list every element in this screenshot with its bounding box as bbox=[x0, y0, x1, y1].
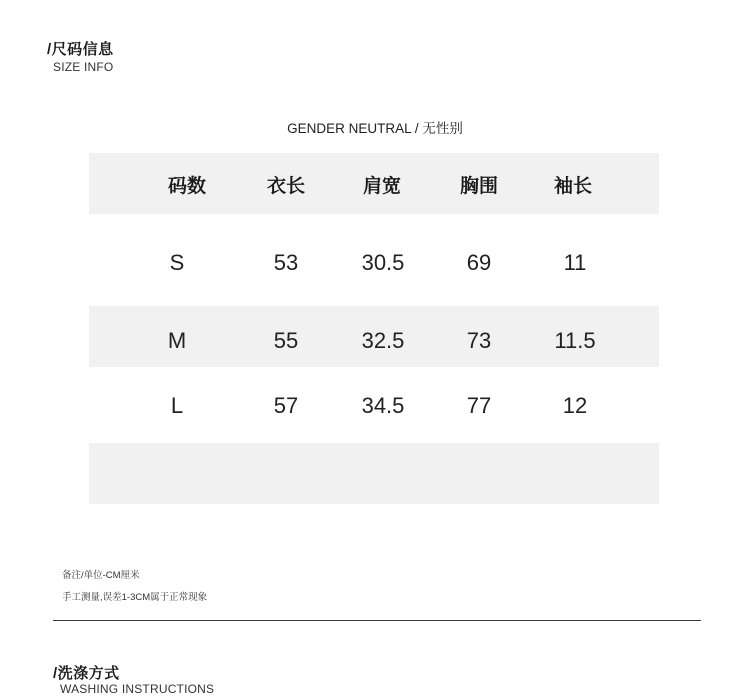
table-cell: S bbox=[169, 250, 185, 275]
washing-title-en: WASHING INSTRUCTIONS bbox=[60, 682, 215, 696]
table-cell: 32.5 bbox=[361, 328, 405, 353]
table-cell: 30.5 bbox=[361, 250, 405, 275]
table-cell: 11.5 bbox=[554, 328, 596, 353]
header-cell-size: 码数 bbox=[167, 176, 206, 197]
table-cell: 34.5 bbox=[361, 393, 405, 418]
gender-label: GENDER NEUTRAL / 无性别 bbox=[287, 121, 463, 136]
table-cell: 55 bbox=[273, 328, 299, 353]
header-cell-sleeve: 袖长 bbox=[553, 176, 592, 197]
table-cell: 53 bbox=[273, 250, 299, 275]
washing-title-zh: /洗涤方式 bbox=[53, 665, 120, 682]
table-cell: 12 bbox=[562, 393, 588, 418]
header-cell-shoulder: 肩宽 bbox=[362, 176, 401, 197]
size-info-title-en: SIZE INFO bbox=[53, 60, 114, 74]
table-cell: L bbox=[170, 393, 184, 418]
table-cell: 69 bbox=[466, 250, 492, 275]
section-divider bbox=[53, 620, 701, 621]
header-cell-length: 衣长 bbox=[266, 176, 305, 197]
size-table bbox=[89, 153, 659, 214]
table-cell: M bbox=[167, 328, 187, 353]
table-cell: 57 bbox=[273, 393, 299, 418]
table-row bbox=[89, 306, 659, 367]
note-unit: 备注/单位-CM厘米 bbox=[62, 570, 140, 581]
table-header-row bbox=[89, 153, 659, 214]
size-info-title-zh: /尺码信息 bbox=[47, 41, 114, 58]
table-cell: 77 bbox=[466, 393, 492, 418]
table-cell: 73 bbox=[466, 328, 492, 353]
table-cell: 11 bbox=[563, 250, 587, 275]
header-cell-chest: 胸围 bbox=[459, 176, 498, 197]
note-measurement: 手工测量,误差1-3CM属于正常现象 bbox=[62, 592, 208, 603]
table-empty-row bbox=[89, 443, 659, 504]
